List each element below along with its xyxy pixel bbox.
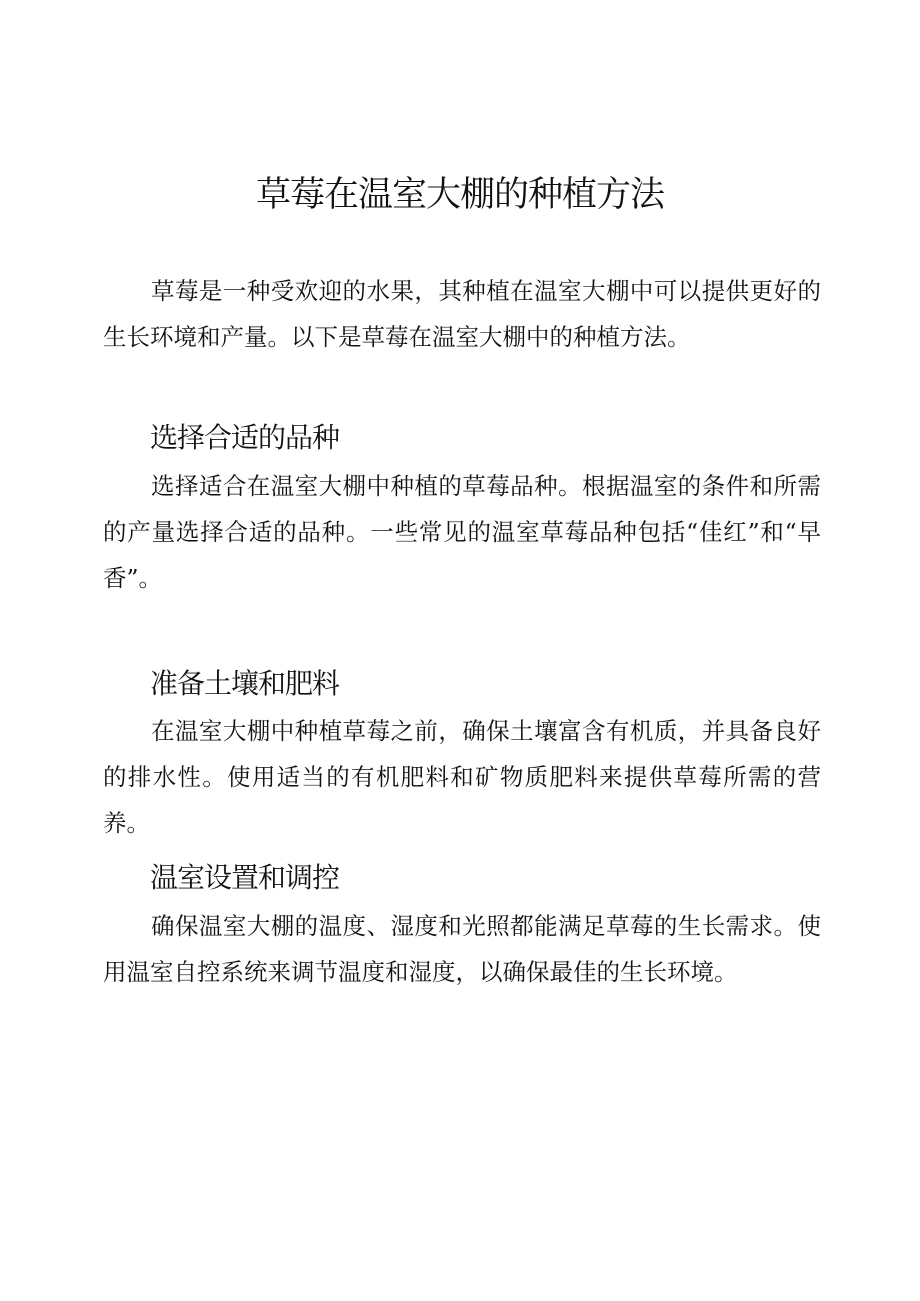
section-body-soil: 在温室大棚中种植草莓之前，确保土壤富含有机质，并具备良好的排水性。使用适当的有机肥料和矿物质肥料来提供草莓所需的营养。 [103, 717, 821, 837]
section-heading-variety: 选择合适的品种 [150, 421, 340, 454]
section-heading-greenhouse: 温室设置和调控 [150, 861, 340, 894]
intro-paragraph: 草莓是一种受欢迎的水果，其种植在温室大棚中可以提供更好的生长环境和产量。以下是草莓在温室大棚中的种植方法。 [103, 277, 821, 351]
section-body-greenhouse: 确保温室大棚的温度、湿度和光照都能满足草莓的生长需求。使用温室自控系统来调节温度和湿度，以确保最佳的生长环境。 [103, 912, 821, 986]
document-title: 草莓在温室大棚的种植方法 [255, 175, 664, 215]
section-body-variety: 选择适合在温室大棚中种植的草莓品种。根据温室的条件和所需的产量选择合适的品种。一些常见的温室草莓品种包括“佳红”和“早香”。 [103, 472, 821, 592]
section-heading-soil: 准备土壤和肥料 [150, 667, 340, 700]
